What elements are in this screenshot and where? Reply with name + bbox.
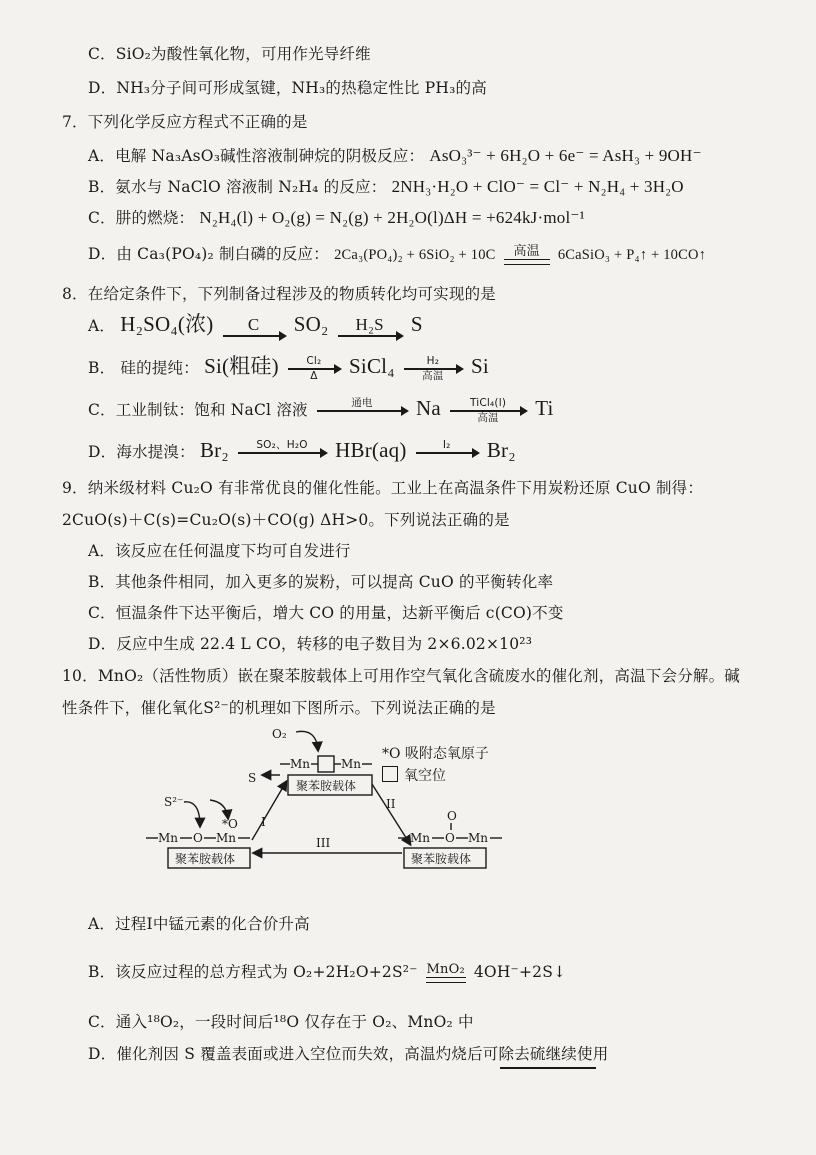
q10-option-b-equals-sign [426, 963, 466, 983]
diagram-s2-label: S²⁻ [164, 795, 184, 809]
q8-option-a-arrow-1 [223, 316, 285, 338]
q8-option-c-label: C．工业制钛：饱和 NaCl 溶液 [88, 401, 308, 419]
q7-option-d [88, 244, 706, 265]
q8-option-c [88, 398, 554, 426]
diagram-right-mn-1: Mn [410, 831, 431, 845]
q8-option-c-end: Ti [535, 396, 554, 420]
q9-option-a: A．该反应在任何温度下均可自发进行 [88, 542, 351, 560]
diagram-left-mn-2: Mn [216, 831, 237, 845]
q10-stem-line-2: 性条件下，催化氧化S²⁻的机理如下图所示。下列说法正确的是 [62, 699, 496, 717]
q8-option-b-arrow-1 [288, 356, 340, 382]
q9-option-c: C．恒温条件下达平衡后，增大 CO 的用量，达新平衡后 c(CO)不变 [88, 604, 564, 622]
q9-option-d: D．反应中生成 22.4 L CO，转移的电子数目为 2×6.02×10²³ [88, 635, 533, 653]
q8-option-c-reagent-2: TiCl₄(l) [469, 397, 507, 409]
q8-option-d-end: Br₂ [486, 438, 516, 462]
q8-option-b-label: B． 硅的提纯： [88, 359, 199, 377]
oxygen-vacancy-icon [382, 766, 398, 782]
handwritten-underline [500, 1067, 596, 1069]
legend-oxygen-vacancy [382, 766, 446, 786]
q9-stem-line-2: 2CuO(s)＋C(s)=Cu₂O(s)＋CO(g) ΔH>0。下列说法正确的是 [62, 511, 510, 529]
q10-option-b-right: 4OH⁻+2S↓ [473, 963, 567, 981]
diagram-top-mn-right: Mn [341, 757, 362, 771]
q8-stem: 8．在给定条件下，下列制备过程涉及的物质转化均可实现的是 [62, 285, 496, 303]
q8-option-b-end: Si [471, 354, 489, 378]
diagram-right-mn-2: Mn [468, 831, 489, 845]
q8-option-b-reagent-1: Cl₂ [306, 355, 322, 367]
q8-option-b-condition-2: 高温 [422, 370, 444, 382]
q10-option-b-text: B．该反应过程的总方程式为 O₂+2H₂O+2S²⁻ [88, 963, 418, 981]
q8-option-a-reagent-2: H₂S [355, 315, 384, 334]
q8-option-b [88, 356, 489, 384]
q8-option-a [88, 314, 423, 342]
step-2-arrow [372, 784, 410, 844]
q8-option-d-reagent-2: I₂ [442, 439, 451, 451]
oxygen-vacancy-box [318, 756, 334, 772]
q10-option-b-catalyst: MnO₂ [426, 962, 465, 977]
q8-option-b-start: Si(粗硅) [204, 354, 279, 378]
q7-option-b-equation: 2NH₃·H₂O + ClO⁻ = Cl⁻ + N₂H₄ + 3H₂O [391, 177, 684, 196]
diagram-top-mn-left: Mn [290, 757, 311, 771]
q8-option-b-condition-1: Δ [310, 370, 318, 382]
diagram-left-carrier-label: 聚苯胺载体 [175, 852, 236, 866]
diagram-s-product: S [248, 771, 257, 785]
diagram-star-o: *O [222, 817, 238, 831]
q7-option-c [88, 208, 585, 228]
q8-option-a-start: H₂SO₄(浓) [120, 312, 214, 336]
diagram-o2-label: O₂ [272, 727, 287, 741]
q9-stem-line-1: 9．纳米级材料 Cu₂O 有非常优良的催化性能。工业上在高温条件下用炭粉还原 CuO 制得： [62, 479, 704, 497]
q8-option-d-reagent-1: SO₂、H₂O [256, 439, 308, 451]
q8-option-d-arrow-2 [416, 440, 478, 466]
q10-option-b [88, 962, 566, 983]
q8-option-b-middle: SiCl₄ [349, 354, 395, 378]
diagram-top-carrier-label: 聚苯胺载体 [296, 779, 357, 793]
q8-option-d [88, 440, 516, 468]
mechanism-diagram [140, 722, 560, 880]
q10-option-d: D．催化剂因 S 覆盖表面或进入空位而失效，高温灼烧后可除去硫继续使用 [88, 1045, 609, 1063]
q7-option-c-equation: N₂H₄(l) + O₂(g) = N₂(g) + 2H₂O(l)ΔH = +624kJ·mol⁻¹ [199, 208, 585, 227]
q7-option-c-text: C．肼的燃烧： [88, 209, 195, 227]
q8-option-b-reagent-2: H₂ [426, 355, 440, 367]
q8-option-d-middle: HBr(aq) [335, 438, 407, 462]
diagram-right-carrier-label: 聚苯胺载体 [411, 852, 472, 866]
q8-option-b-arrow-2 [404, 356, 462, 382]
q7-option-a-equation: AsO₃³⁻ + 6H₂O + 6e⁻ = AsH₃ + 9OH⁻ [429, 146, 702, 165]
diagram-left-o: O [193, 831, 203, 845]
q8-option-d-label: D．海水提溴： [88, 443, 195, 461]
q8-option-d-arrow-1 [238, 440, 326, 466]
q6-option-d: D．NH₃分子间可形成氢键，NH₃的热稳定性比 PH₃的高 [88, 79, 487, 97]
q8-option-c-arrow-2 [450, 398, 526, 424]
q7-stem: 7．下列化学反应方程式不正确的是 [62, 113, 308, 131]
q7-option-d-left: 2Ca₃(PO₄)₂ + 6SiO₂ + 10C [334, 247, 496, 263]
step-1-arrow [252, 782, 286, 840]
diagram-right-top-o: O [447, 809, 457, 823]
q10-option-c: C．通入¹⁸O₂，一段时间后¹⁸O 仅存在于 O₂、MnO₂ 中 [88, 1013, 474, 1031]
diagram-left-mn-1: Mn [158, 831, 179, 845]
q8-option-a-middle: SO₂ [293, 312, 329, 336]
q8-option-c-reagent-1: 通电 [351, 397, 373, 409]
q8-option-c-middle: Na [416, 396, 441, 420]
diagram-right-o: O [445, 831, 455, 845]
q8-option-a-reagent-1: C [247, 315, 260, 334]
q7-option-d-condition: 高温 [513, 244, 540, 259]
step-3-label: III [316, 836, 331, 850]
legend-star-o: *O 吸附态氧原子 [382, 746, 489, 762]
step-1-label: I [261, 815, 266, 829]
q8-option-c-condition-2: 高温 [477, 412, 499, 424]
q7-option-a-text: A．电解 Na₃AsO₃碱性溶液制砷烷的阴极反应： [88, 147, 425, 165]
step-2-label: II [386, 797, 396, 811]
q8-option-a-label: A． [88, 317, 116, 335]
diagram-o2-arrow [296, 731, 318, 750]
q7-option-d-equals-sign [504, 245, 550, 265]
q6-option-c: C．SiO₂为酸性氧化物，可用作光导纤维 [88, 45, 371, 63]
q8-option-a-arrow-2 [338, 316, 402, 338]
q8-option-c-arrow-1 [317, 398, 407, 424]
q7-option-b [88, 177, 684, 197]
q7-option-d-text: D．由 Ca₃(PO₄)₂ 制白磷的反应： [88, 245, 329, 263]
q10-option-a: A．过程I中锰元素的化合价升高 [88, 915, 310, 933]
q7-option-a [88, 146, 702, 166]
q9-option-b: B．其他条件相同，加入更多的炭粉，可以提高 CuO 的平衡转化率 [88, 573, 554, 591]
q8-option-d-start: Br₂ [199, 438, 229, 462]
q7-option-d-right: 6CaSiO₃ + P₄↑ + 10CO↑ [557, 247, 707, 263]
q7-option-b-text: B．氨水与 NaClO 溶液制 N₂H₄ 的反应： [88, 178, 387, 196]
legend-oxygen-vacancy-label: 氧空位 [404, 768, 446, 784]
q8-option-a-end: S [410, 312, 423, 336]
q10-stem-line-1: 10．MnO₂（活性物质）嵌在聚苯胺载体上可用作空气氧化含硫废水的催化剂，高温下会分解。碱 [62, 667, 741, 685]
